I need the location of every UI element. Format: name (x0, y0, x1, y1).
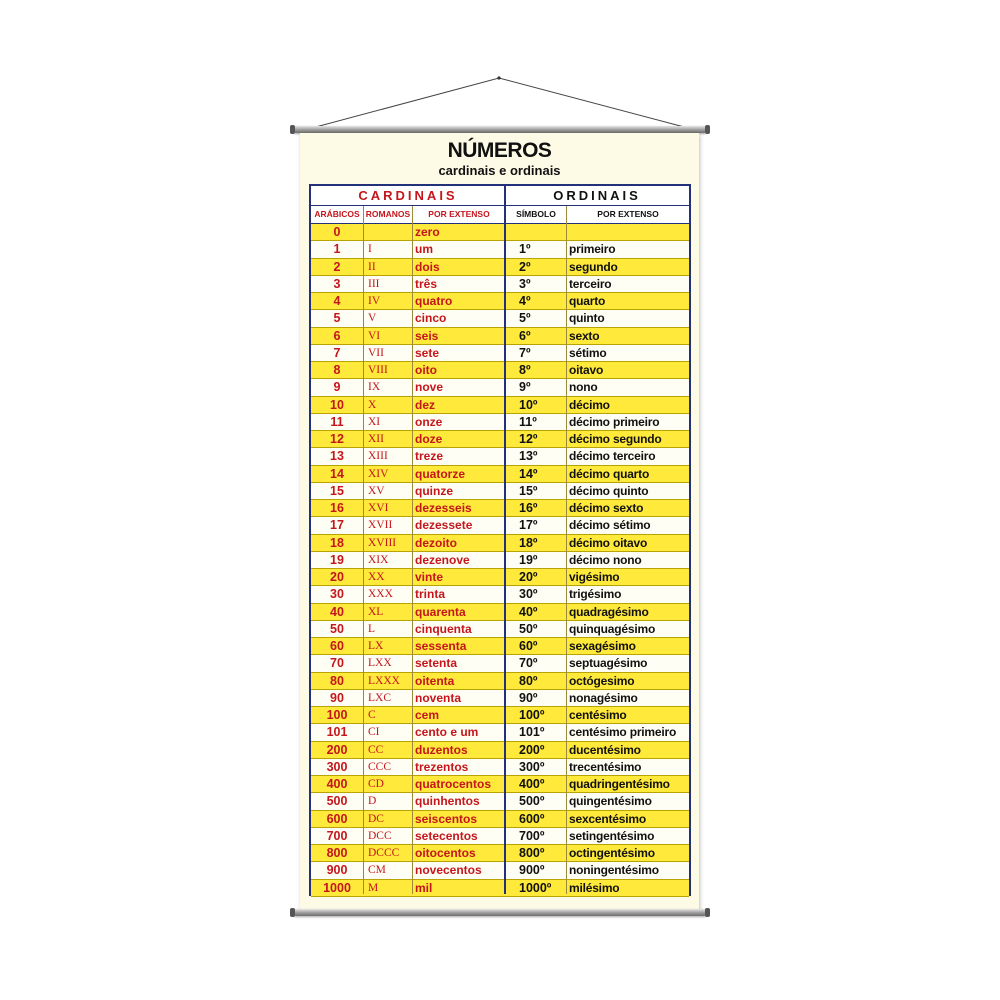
ordinal-word-cell: quadragésimo (569, 604, 649, 619)
ordinal-symbol-cell: 17º (519, 518, 538, 533)
cardinal-word-cell: quatrocentos (415, 777, 492, 791)
roman-numeral-cell: XIX (368, 553, 389, 566)
cardinal-word-cell: oito (415, 363, 437, 377)
ordinal-symbol-cell: 90º (519, 690, 538, 705)
table-row (311, 638, 689, 655)
table-row (311, 776, 689, 793)
ordinal-word-cell: sexcentésimo (569, 811, 646, 826)
column-divider (363, 206, 364, 894)
ordinal-word-cell: décimo quarto (569, 466, 650, 481)
ordinal-word-cell: nonagésimo (569, 690, 638, 705)
ordinal-word-cell: septuagésimo (569, 656, 648, 671)
ordinal-word-cell: primeiro (569, 242, 616, 257)
cardinal-word-cell: seis (415, 328, 439, 343)
cardinal-word-cell: dezesseis (415, 501, 472, 515)
cardinal-word-cell: setecentos (415, 828, 478, 843)
ordinal-word-cell: milésimo (569, 880, 620, 895)
roman-numeral-cell: LXX (368, 657, 392, 670)
table-row (311, 362, 689, 379)
cardinal-word-cell: um (415, 242, 433, 257)
cardinal-word-cell: nove (415, 380, 444, 395)
cardinal-word-cell: dezoito (415, 535, 457, 550)
ordinal-symbol-cell: 1º (519, 242, 531, 257)
roman-numeral-cell: XVII (368, 519, 393, 532)
table-row (311, 414, 689, 431)
cardinal-word-cell: treze (415, 449, 444, 464)
ordinal-symbol-cell: 9º (519, 380, 531, 395)
arabic-numeral-cell: 20 (330, 570, 344, 584)
arabic-numeral-cell: 14 (330, 466, 344, 481)
table-row (311, 845, 689, 862)
numbers-table (309, 184, 691, 896)
ordinal-symbol-cell: 20º (519, 570, 538, 584)
table-group-header (311, 186, 689, 206)
arabic-numeral-cell: 9 (333, 380, 341, 395)
ordinal-word-cell: trigésimo (569, 587, 622, 602)
table-row (311, 448, 689, 465)
cardinal-word-cell: seiscentos (415, 811, 478, 826)
table-row (311, 862, 689, 879)
cardinal-word-cell: cinquenta (415, 621, 472, 636)
arabic-numeral-cell: 4 (333, 294, 341, 308)
ordinal-symbol-cell: 80º (519, 673, 538, 688)
cardinal-word-cell: quarenta (415, 604, 466, 619)
ordinal-word-cell: centésimo primeiro (569, 725, 677, 740)
arabic-numeral-cell: 400 (326, 777, 348, 791)
roman-numeral-cell: V (368, 312, 377, 325)
table-row (311, 569, 689, 586)
romanos-column-header: ROMANOS (365, 209, 411, 219)
ordinal-word-cell: quinto (569, 311, 605, 326)
cardinal-word-cell: quinze (415, 483, 453, 498)
simbolo-column-header: SÍMBOLO (516, 209, 556, 219)
cardinal-word-cell: cinco (415, 311, 447, 326)
table-row (311, 724, 689, 741)
roman-numeral-cell: CC (368, 743, 384, 756)
arabic-numeral-cell: 800 (326, 846, 348, 860)
ordinal-symbol-cell: 3º (519, 276, 531, 291)
arabic-numeral-cell: 700 (326, 828, 348, 843)
ordinal-word-cell: quarto (569, 294, 606, 308)
table-row (311, 500, 689, 517)
arabic-numeral-cell: 19 (330, 552, 344, 567)
arabic-numeral-cell: 30 (330, 587, 344, 602)
ordinal-symbol-cell: 18º (519, 535, 538, 550)
cardinal-word-cell: cem (415, 708, 440, 722)
table-row (311, 655, 689, 672)
cardinal-word-cell: zero (415, 225, 440, 239)
ordinal-symbol-cell: 700º (519, 828, 545, 843)
cardinal-word-cell: noventa (415, 690, 462, 705)
cardinal-word-cell: trinta (415, 587, 445, 602)
roman-numeral-cell: CD (368, 778, 384, 790)
ordinal-word-cell: oitavo (569, 363, 604, 377)
roman-numeral-cell: XII (368, 433, 384, 445)
table-row (311, 466, 689, 483)
table-row (311, 259, 689, 276)
cardinal-word-cell: sessenta (415, 639, 467, 653)
ordinal-symbol-cell: 200º (519, 742, 545, 757)
table-row (311, 811, 689, 828)
ordinal-symbol-cell: 300º (519, 759, 545, 774)
roman-numeral-cell: LXC (368, 691, 391, 704)
roman-numeral-cell (368, 224, 414, 240)
ordinal-symbol-cell: 60º (519, 639, 538, 653)
cardinal-word-cell: dezenove (415, 552, 470, 567)
ordinal-word-cell: sétimo (569, 345, 607, 360)
roman-numeral-cell: XX (368, 571, 385, 583)
arabic-numeral-cell: 600 (326, 811, 348, 826)
cardinal-extenso-column-header: POR EXTENSO (428, 209, 490, 219)
ordinal-word-cell: décimo quinto (569, 483, 649, 498)
arabic-numeral-cell: 300 (326, 759, 348, 774)
ordinal-symbol-cell: 30º (519, 587, 538, 602)
cardinal-word-cell: vinte (415, 570, 444, 584)
numbers-poster (300, 133, 699, 909)
cardinal-word-cell: novecentos (415, 863, 482, 878)
ordinal-symbol-cell: 2º (519, 259, 531, 274)
roman-numeral-cell: XVI (368, 502, 389, 514)
ordinal-symbol-cell: 500º (519, 794, 545, 809)
ordinal-symbol-cell: 10º (519, 397, 538, 412)
poster-subtitle: cardinais e ordinais (438, 163, 561, 178)
cardinal-word-cell: três (415, 276, 438, 291)
cardinal-word-cell: mil (415, 880, 433, 895)
cardinal-word-cell: cento e um (415, 725, 479, 740)
table-row (311, 483, 689, 500)
cardinal-word-cell: dois (415, 259, 440, 274)
arabic-numeral-cell: 11 (330, 414, 344, 429)
roman-numeral-cell: X (368, 398, 377, 411)
ordinal-symbol-cell: 4º (519, 294, 531, 308)
ordinal-symbol-cell: 5º (519, 311, 531, 326)
bottom-hanger-rod (293, 909, 707, 916)
table-row (311, 690, 689, 707)
arabic-numeral-cell: 50 (330, 621, 344, 636)
arabic-numeral-cell: 16 (330, 501, 344, 515)
ordinal-symbol-cell: 100º (519, 708, 545, 722)
cardinais-header: CARDINAIS (358, 188, 458, 203)
table-row (311, 310, 689, 327)
ordinal-word-cell: décimo (569, 397, 610, 412)
arabic-numeral-cell: 100 (326, 708, 348, 722)
ordinal-word-cell: décimo primeiro (569, 414, 660, 429)
cardinal-word-cell: quatro (415, 294, 453, 308)
table-row (311, 742, 689, 759)
roman-numeral-cell: VIII (368, 364, 388, 376)
table-row (311, 345, 689, 362)
table-body (311, 224, 689, 897)
cardinal-word-cell: quatorze (415, 466, 466, 481)
table-row (311, 552, 689, 569)
table-row (311, 397, 689, 414)
ordinal-word-cell: quinquagésimo (569, 621, 656, 636)
arabic-numeral-cell: 40 (330, 604, 344, 619)
arabic-numeral-cell: 80 (330, 673, 344, 688)
ordinal-symbol-cell: 15º (519, 483, 538, 498)
arabic-numeral-cell: 900 (326, 863, 348, 878)
arabic-numeral-cell: 500 (326, 794, 348, 809)
roman-numeral-cell: CI (368, 726, 380, 739)
arabic-numeral-cell: 1000 (323, 880, 351, 895)
ordinal-symbol-cell: 8º (519, 363, 531, 377)
ordinal-word-cell: segundo (569, 259, 618, 274)
roman-numeral-cell: XL (368, 605, 384, 618)
roman-numeral-cell: LX (368, 640, 384, 652)
arabic-numeral-cell: 3 (333, 276, 341, 291)
roman-numeral-cell: DCCC (368, 847, 400, 859)
cardinal-word-cell: quinhentos (415, 794, 480, 809)
ordinal-symbol-cell: 14º (519, 466, 538, 481)
ordinal-symbol-cell: 7º (519, 345, 531, 360)
arabic-numeral-cell: 5 (333, 311, 341, 326)
roman-numeral-cell: DC (368, 812, 384, 825)
arabic-numeral-cell: 2 (333, 259, 341, 274)
ordinal-word-cell: trecentésimo (569, 759, 642, 774)
roman-numeral-cell: DCC (368, 829, 392, 842)
table-row (311, 586, 689, 603)
ordinal-word-cell: terceiro (569, 276, 612, 291)
cardinal-word-cell: onze (415, 414, 443, 429)
arabic-numeral-cell: 0 (333, 225, 341, 239)
ordinal-symbol-cell: 13º (519, 449, 538, 464)
ordinal-symbol-cell: 1000º (519, 880, 552, 895)
roman-numeral-cell: C (368, 709, 376, 721)
table-row (311, 224, 689, 241)
arabic-numeral-cell: 13 (330, 449, 344, 464)
top-hanger-rod (293, 126, 707, 133)
ordinal-symbol-cell: 800º (519, 846, 545, 860)
roman-numeral-cell: IV (368, 295, 381, 307)
roman-numeral-cell: XIV (368, 467, 389, 480)
cardinal-word-cell: sete (415, 345, 440, 360)
ordinal-word-cell: setingentésimo (569, 828, 655, 843)
ordinal-word-cell: sexagésimo (569, 639, 636, 653)
arabicos-column-header: ARÁBICOS (314, 209, 360, 219)
ordinal-word-cell: décimo nono (569, 552, 642, 567)
ordinal-symbol-cell: 400º (519, 777, 545, 791)
arabic-numeral-cell: 60 (330, 639, 344, 653)
ordinal-symbol-cell: 70º (519, 656, 538, 671)
table-row (311, 673, 689, 690)
ordinal-extenso-column-header: POR EXTENSO (597, 209, 659, 219)
arabic-numeral-cell: 200 (326, 742, 348, 757)
ordinal-word-cell: quingentésimo (569, 794, 652, 809)
ordinal-symbol-cell: 101º (519, 725, 545, 740)
ordinal-word-cell: noningentésimo (569, 863, 659, 878)
table-row (311, 604, 689, 621)
ordinal-symbol-cell: 6º (519, 328, 531, 343)
ordinal-symbol-cell: 900º (519, 863, 545, 878)
cardinal-word-cell: oitocentos (415, 846, 476, 860)
ordinal-word-cell: vigésimo (569, 570, 620, 584)
table-row (311, 328, 689, 345)
arabic-numeral-cell: 12 (330, 432, 344, 446)
table-row (311, 793, 689, 810)
cardinal-word-cell: trezentos (415, 759, 469, 774)
ordinal-symbol-cell: 16º (519, 501, 538, 515)
table-row (311, 431, 689, 448)
arabic-numeral-cell: 18 (330, 535, 344, 550)
ordinal-word-cell: décimo oitavo (569, 535, 648, 550)
roman-numeral-cell: XI (368, 415, 381, 428)
roman-numeral-cell: CCC (368, 760, 392, 773)
cardinal-word-cell: dezessete (415, 518, 473, 533)
table-row (311, 276, 689, 293)
arabic-numeral-cell: 7 (333, 345, 341, 360)
arabic-numeral-cell: 6 (333, 328, 341, 343)
table-row (311, 293, 689, 310)
roman-numeral-cell: XIII (368, 450, 388, 463)
arabic-numeral-cell: 15 (330, 483, 344, 498)
ordinal-symbol-cell: 600º (519, 811, 545, 826)
ordinal-word-cell: sexto (569, 328, 600, 343)
ordinal-word-cell: octógesimo (569, 673, 635, 688)
roman-numeral-cell: IX (368, 381, 381, 394)
arabic-numeral-cell: 10 (330, 397, 344, 412)
table-row (311, 517, 689, 534)
roman-numeral-cell: VI (368, 329, 381, 342)
table-row (311, 621, 689, 638)
ordinal-word-cell: décimo terceiro (569, 449, 656, 464)
ordinal-symbol-cell (519, 224, 569, 240)
ordinal-word-cell: octingentésimo (569, 846, 655, 860)
arabic-numeral-cell: 90 (330, 690, 344, 705)
ordinal-symbol-cell: 40º (519, 604, 538, 619)
roman-numeral-cell: LXXX (368, 674, 400, 687)
arabic-numeral-cell: 1 (333, 242, 341, 257)
section-divider (504, 186, 506, 894)
table-row (311, 535, 689, 552)
cardinal-word-cell: oitenta (415, 673, 455, 688)
cardinal-word-cell: setenta (415, 656, 458, 671)
ordinal-symbol-cell: 19º (519, 552, 538, 567)
ordinal-word-cell: décimo sétimo (569, 518, 651, 533)
arabic-numeral-cell: 101 (326, 725, 348, 740)
roman-numeral-cell: II (368, 260, 376, 273)
roman-numeral-cell: M (368, 881, 379, 894)
roman-numeral-cell: XXX (368, 588, 393, 601)
ordinal-symbol-cell: 11º (519, 414, 537, 429)
table-row (311, 707, 689, 724)
ordinal-symbol-cell: 12º (519, 432, 538, 446)
roman-numeral-cell: D (368, 795, 377, 808)
roman-numeral-cell: III (368, 277, 380, 290)
arabic-numeral-cell: 8 (333, 363, 341, 377)
ordinal-word-cell (569, 224, 691, 240)
arabic-numeral-cell: 70 (330, 656, 344, 671)
roman-numeral-cell: XV (368, 484, 385, 497)
table-row (311, 759, 689, 776)
table-row (311, 379, 689, 396)
cardinal-word-cell: duzentos (415, 742, 468, 757)
cardinal-word-cell: dez (415, 397, 436, 412)
column-divider (412, 206, 413, 894)
table-row (311, 828, 689, 845)
roman-numeral-cell: I (368, 243, 372, 256)
table-row (311, 241, 689, 258)
ordinal-word-cell: quadringentésimo (569, 777, 670, 791)
ordinal-symbol-cell: 50º (519, 621, 538, 636)
roman-numeral-cell: VII (368, 346, 384, 359)
roman-numeral-cell: L (368, 622, 376, 635)
roman-numeral-cell: CM (368, 864, 386, 877)
table-row (311, 880, 689, 897)
poster-title: NÚMEROS (447, 139, 552, 162)
ordinal-word-cell: nono (569, 380, 598, 395)
table-column-header (311, 206, 689, 224)
ordinais-header: ORDINAIS (553, 188, 641, 203)
ordinal-word-cell: centésimo (569, 708, 627, 722)
ordinal-word-cell: ducentésimo (569, 742, 641, 757)
column-divider (566, 206, 567, 894)
arabic-numeral-cell: 17 (330, 518, 344, 533)
cardinal-word-cell: doze (415, 432, 443, 446)
roman-numeral-cell: XVIII (368, 536, 397, 549)
ordinal-word-cell: décimo segundo (569, 432, 662, 446)
ordinal-word-cell: décimo sexto (569, 501, 644, 515)
